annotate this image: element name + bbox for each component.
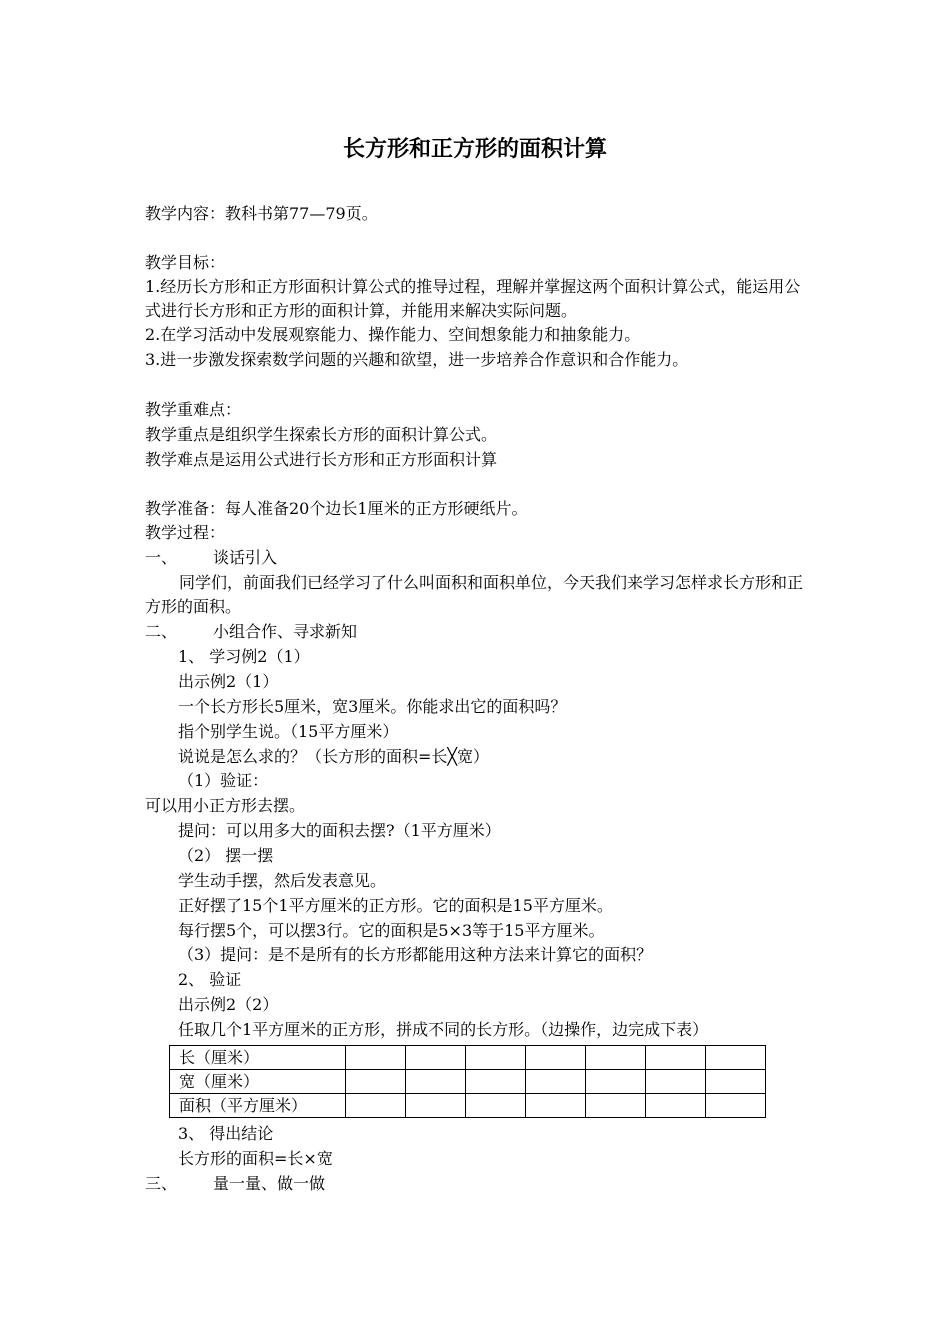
table-cell[interactable]: [526, 1046, 586, 1070]
body-line: 2、 验证: [178, 970, 242, 989]
table-cell[interactable]: [406, 1094, 466, 1118]
goal-item: 1.经历长方形和正方形面积计算公式的推导过程，理解并掌握这两个面积计算公式，能运用公式进行长方形和正方形的面积计算，并能用来解决实际问题。: [145, 277, 801, 320]
table-cell[interactable]: [466, 1070, 526, 1094]
table-cell[interactable]: [586, 1070, 646, 1094]
difficult-point: 教学难点是运用公式进行长方形和正方形面积计算: [145, 450, 498, 469]
table-cell[interactable]: [406, 1046, 466, 1070]
body-line: 一个长方形长5厘米，宽3厘米。你能求出它的面积吗？: [178, 697, 567, 716]
table-cell[interactable]: [586, 1094, 646, 1118]
body-line: 每行摆5个，可以摆3行。它的面积是5×3等于15平方厘米。: [178, 921, 605, 940]
section-heading: [145, 620, 357, 644]
table-cell[interactable]: [466, 1046, 526, 1070]
row-header: 面积（平方厘米）: [170, 1094, 346, 1118]
body-line: 1、 学习例2（1）: [178, 647, 310, 666]
table-cell[interactable]: [706, 1046, 766, 1070]
teaching-content: 教学内容：教科书第77—79页。: [145, 204, 378, 223]
body-line: （1）验证：: [178, 771, 269, 790]
body-line: 指个别学生说。（15平方厘米）: [178, 722, 399, 741]
table-cell[interactable]: [646, 1070, 706, 1094]
body-line: 出示例2（1）: [178, 672, 279, 691]
section-title: 谈话引入: [213, 548, 278, 567]
table-cell[interactable]: [406, 1070, 466, 1094]
body-line: 任取几个1平方厘米的正方形，拼成不同的长方形。（边操作，边完成下表）: [178, 1020, 709, 1039]
body-line: 可以用小正方形去摆。: [145, 796, 306, 815]
table-cell[interactable]: [646, 1094, 706, 1118]
table-cell[interactable]: [466, 1094, 526, 1118]
section-number: 三、: [145, 1174, 178, 1193]
goal-item: 2.在学习活动中发展观察能力、操作能力、空间想象能力和抽象能力。: [145, 325, 641, 344]
section-number: 一、: [145, 548, 178, 567]
table-cell[interactable]: [646, 1046, 706, 1070]
table-cell[interactable]: [706, 1070, 766, 1094]
goal-item: 3.进一步激发探索数学问题的兴趣和欲望，进一步培养合作意识和合作能力。: [145, 350, 689, 369]
table-cell[interactable]: [586, 1046, 646, 1070]
body-line: 正好摆了15个1平方厘米的正方形。它的面积是15平方厘米。: [178, 896, 613, 915]
table-cell[interactable]: [346, 1094, 406, 1118]
row-header: 长（厘米）: [170, 1046, 346, 1070]
intro-paragraph: 同学们，前面我们已经学习了什么叫面积和面积单位，今天我们来学习怎样求长方形和正方形的面积。: [145, 573, 804, 616]
table-row: [170, 1070, 766, 1094]
table-cell[interactable]: [526, 1094, 586, 1118]
table-row: [170, 1046, 766, 1070]
body-line: 学生动手摆，然后发表意见。: [178, 871, 387, 890]
section-title: 量一量、做一做: [213, 1174, 326, 1193]
body-line: 3、 得出结论: [178, 1124, 274, 1143]
section-heading: [145, 546, 277, 570]
table-cell[interactable]: [346, 1070, 406, 1094]
goals-heading: 教学目标：: [145, 253, 226, 272]
body-line: 长方形的面积=长×宽: [178, 1149, 333, 1168]
key-heading: 教学重难点：: [145, 400, 242, 419]
body-line: 出示例2（2）: [178, 995, 279, 1014]
process-heading: 教学过程：: [145, 523, 226, 542]
page-title: 长方形和正方形的面积计算: [342, 137, 607, 162]
table-cell[interactable]: [706, 1094, 766, 1118]
section-heading: [145, 1172, 325, 1196]
body-line: 提问：可以用多大的面积去摆?（1平方厘米）: [178, 821, 501, 840]
section-number: 二、: [145, 622, 178, 641]
body-line: （3）提问：是不是所有的长方形都能用这种方法来计算它的面积？: [178, 945, 653, 964]
row-header: 宽（厘米）: [170, 1070, 346, 1094]
body-line: 说说是怎么求的？（长方形的面积=长╳宽）: [178, 747, 490, 766]
preparation: 教学准备：每人准备20个边长1厘米的正方形硬纸片。: [145, 499, 528, 518]
table-cell[interactable]: [526, 1070, 586, 1094]
section-title: 小组合作、寻求新知: [213, 622, 358, 641]
experiment-table: [169, 1045, 766, 1118]
key-point: 教学重点是组织学生探索长方形的面积计算公式。: [145, 425, 498, 444]
table-cell[interactable]: [346, 1046, 406, 1070]
body-line: （2） 摆一摆: [178, 846, 274, 865]
table-row: [170, 1094, 766, 1118]
